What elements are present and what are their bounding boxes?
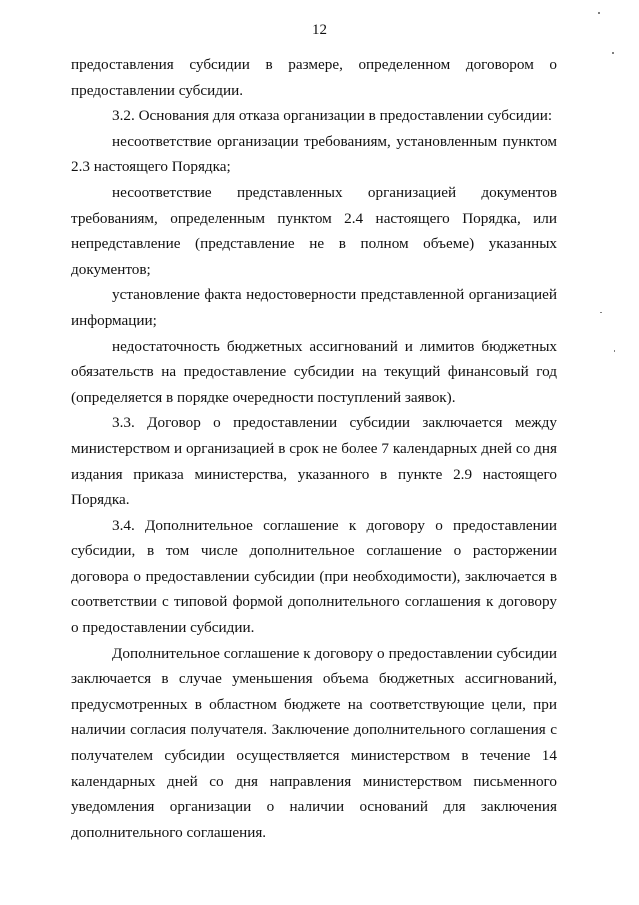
scan-speck: [612, 52, 614, 54]
page-number: 12: [312, 22, 327, 38]
paragraph-3: несоответствие организации требованиям, установленным пунктом 2.3 настоящего Порядка;: [71, 132, 557, 176]
scan-speck: [598, 12, 600, 14]
paragraph-5: установление факта недостоверности представленной организацией информации;: [71, 286, 557, 329]
paragraph-6: недостаточность бюджетных ассигнований и лимитов бюджетных обязательств на предоставление субсидии на текущий финансовый год (определяется в порядке очередности поступлений заявок).: [71, 337, 557, 406]
paragraph-7: 3.3. Договор о предоставлении субсидии заключается между министерством и организацией в срок не более 7 календарных дней со дня издания приказа министерства, указанного в пункте 2.9 настоящего Порядка.: [71, 414, 557, 509]
scan-speck: [600, 312, 602, 313]
paragraph-8: 3.4. Дополнительное соглашение к договору о предоставлении субсидии, в том числе дополнительное соглашение о расторжении договора о предоставлении субсидии (при необходимости), заключается в соответствии с типовой формой дополнительного соглашения к договору о предоставлении субсидии.: [71, 516, 557, 637]
document-body: [71, 52, 557, 845]
scan-speck: [614, 350, 615, 352]
paragraph-1: предоставления субсидии в размере, определенном договором о предоставлении субсидии.: [71, 56, 557, 99]
paragraph-9: Дополнительное соглашение к договору о предоставлении субсидии заключается в случае уменьшения объема бюджетных ассигнований, предусмотренных в областном бюджете на соответствующие цели, при наличии согласия получателя. Заключение дополнительного соглашения с получателем субсидии осуществляется министерством в течение 14 календарных дней со дня направления министерством письменного уведомления организации о наличии оснований для заключения дополнительного соглашения.: [71, 644, 557, 841]
paragraph-2: 3.2. Основания для отказа организации в предоставлении субсидии:: [112, 107, 553, 125]
paragraph-4: несоответствие представленных организацией документов требованиям, определенным пунктом 2.4 настоящего Порядка, или непредставление (представление не в полном объеме) указанных документов;: [71, 183, 557, 278]
